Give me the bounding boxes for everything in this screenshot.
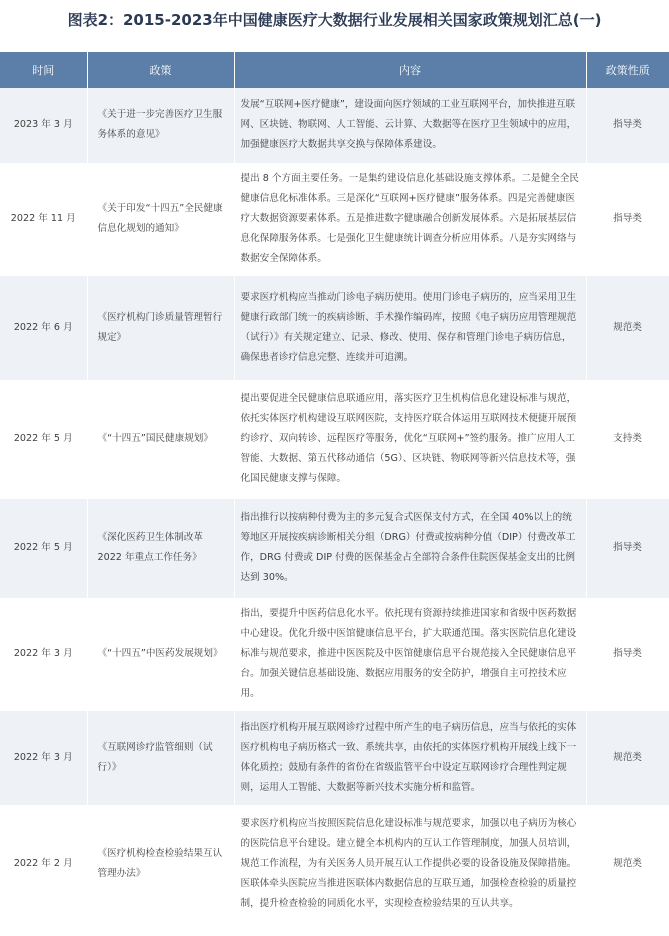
cell-content: 提出 8 个方面主要任务。一是集约建设信息化基础设施支撑体系。二是健全全民健康信息化标准体系。三是深化“互联网+医疗健康”服务体系。四是完善健康医疗大数据资源要素体系。五是推进数字健康融合创新发展体系。六是拓展基层信息化保障服务体系。七是强化卫生健康统计调查分析应用体系。八是夯实网络与数据安全保障体系。 xyxy=(234,163,586,275)
cell-time: 2022 年 3 月 xyxy=(0,598,87,710)
cell-type: 规范类 xyxy=(586,805,669,922)
cell-time: 2022 年 3 月 xyxy=(0,710,87,805)
cell-time: 2022 年 11 月 xyxy=(0,163,87,275)
table-row xyxy=(0,88,669,163)
header-content: 内容 xyxy=(234,52,586,88)
cell-time: 2023 年 3 月 xyxy=(0,88,87,163)
cell-type: 指导类 xyxy=(586,498,669,598)
table-row xyxy=(0,710,669,805)
table-title: 图表2：2015-2023年中国健康医疗大数据行业发展相关国家政策规划汇总(一) xyxy=(67,11,602,29)
header-type: 政策性质 xyxy=(586,52,669,88)
cell-policy: 《深化医药卫生体制改革 2022 年重点工作任务》 xyxy=(87,498,234,598)
header-time: 时间 xyxy=(0,52,87,88)
header-policy: 政策 xyxy=(87,52,234,88)
cell-type: 规范类 xyxy=(586,710,669,805)
table-row xyxy=(0,598,669,710)
cell-policy: 《医疗机构检查检验结果互认管理办法》 xyxy=(87,805,234,922)
table-row xyxy=(0,805,669,922)
cell-policy: 《互联网诊疗监管细则（试行）》 xyxy=(87,710,234,805)
cell-policy: 《关于进一步完善医疗卫生服务体系的意见》 xyxy=(87,88,234,163)
table-header-row xyxy=(0,52,669,88)
table-row xyxy=(0,380,669,498)
cell-content: 指出推行以按病种付费为主的多元复合式医保支付方式，在全国 40%以上的统筹地区开展按疾病诊断相关分组（DRG）付费或按病种分值（DIP）付费改革工作，DRG 付费或 DIP 付费的医保基金占全部符合条件住院医保基金支出的比例达到 30%。 xyxy=(234,498,586,598)
table-row xyxy=(0,163,669,275)
cell-type: 规范类 xyxy=(586,275,669,380)
cell-content: 发展“互联网+医疗健康”，建设面向医疗领域的工业互联网平台，加快推进互联网、区块链、物联网、人工智能、云计算、大数据等在医疗卫生领域中的应用，加强健康医疗大数据共享交换与保障体系建设。 xyxy=(234,88,586,163)
cell-type: 支持类 xyxy=(586,380,669,498)
cell-content: 提出要促进全民健康信息联通应用，落实医疗卫生机构信息化建设标准与规范，依托实体医疗机构建设互联网医院，支持医疗联合体运用互联网技术便捷开展预约诊疗、双向转诊、远程医疗等服务，优化“互联网+”签约服务。推广应用人工智能、大数据、第五代移动通信（5G）、区块链、物联网等新兴信息技术等，强化国民健康支撑与保障。 xyxy=(234,380,586,498)
cell-time: 2022 年 5 月 xyxy=(0,498,87,598)
cell-policy: 《“十四五”国民健康规划》 xyxy=(87,380,234,498)
cell-type: 指导类 xyxy=(586,88,669,163)
cell-content: 要求医疗机构应当按照医院信息化建设标准与规范要求，加强以电子病历为核心的医院信息平台建设。建立健全本机构内的互认工作管理制度，加强人员培训，规范工作流程，为有关医务人员开展互认工作提供必要的设备设施及保障措施。医联体牵头医院应当推进医联体内数据信息的互联互通，加强检查检验的质量控制，提升检查检验的同质化水平，实现检查检验结果的互认共享。 xyxy=(234,805,586,922)
table-row xyxy=(0,498,669,598)
policy-table xyxy=(0,52,669,923)
cell-time: 2022 年 2 月 xyxy=(0,805,87,922)
cell-content: 指出，要提升中医药信息化水平。依托现有资源持续推进国家和省级中医药数据中心建设。优化升级中医馆健康信息平台，扩大联通范围。落实医院信息化建设标准与规范要求，推进中医医院及中医馆健康信息平台规范接入全民健康信息平台。加强关键信息基础设施、数据应用服务的安全防护，增强自主可控技术应用。 xyxy=(234,598,586,710)
cell-policy: 《“十四五”中医药发展规划》 xyxy=(87,598,234,710)
cell-type: 指导类 xyxy=(586,598,669,710)
cell-policy: 《医疗机构门诊质量管理暂行规定》 xyxy=(87,275,234,380)
cell-type: 指导类 xyxy=(586,163,669,275)
cell-policy: 《关于印发“十四五”全民健康信息化规划的通知》 xyxy=(87,163,234,275)
cell-content: 指出医疗机构开展互联网诊疗过程中所产生的电子病历信息，应当与依托的实体医疗机构电子病历格式一致、系统共享，由依托的实体医疗机构开展线上线下一体化质控；鼓励有条件的省份在省级监管平台中设定互联网诊疗合理性判定规则，运用人工智能、大数据等新兴技术实施分析和监管。 xyxy=(234,710,586,805)
cell-time: 2022 年 6 月 xyxy=(0,275,87,380)
cell-time: 2022 年 5 月 xyxy=(0,380,87,498)
table-row xyxy=(0,275,669,380)
cell-content: 要求医疗机构应当推动门诊电子病历使用。使用门诊电子病历的，应当采用卫生健康行政部门统一的疾病诊断、手术操作编码库，按照《电子病历应用管理规范（试行）》有关规定建立、记录、修改、使用、保存和管理门诊电子病历信息，确保患者诊疗信息完整、连续并可追溯。 xyxy=(234,275,586,380)
